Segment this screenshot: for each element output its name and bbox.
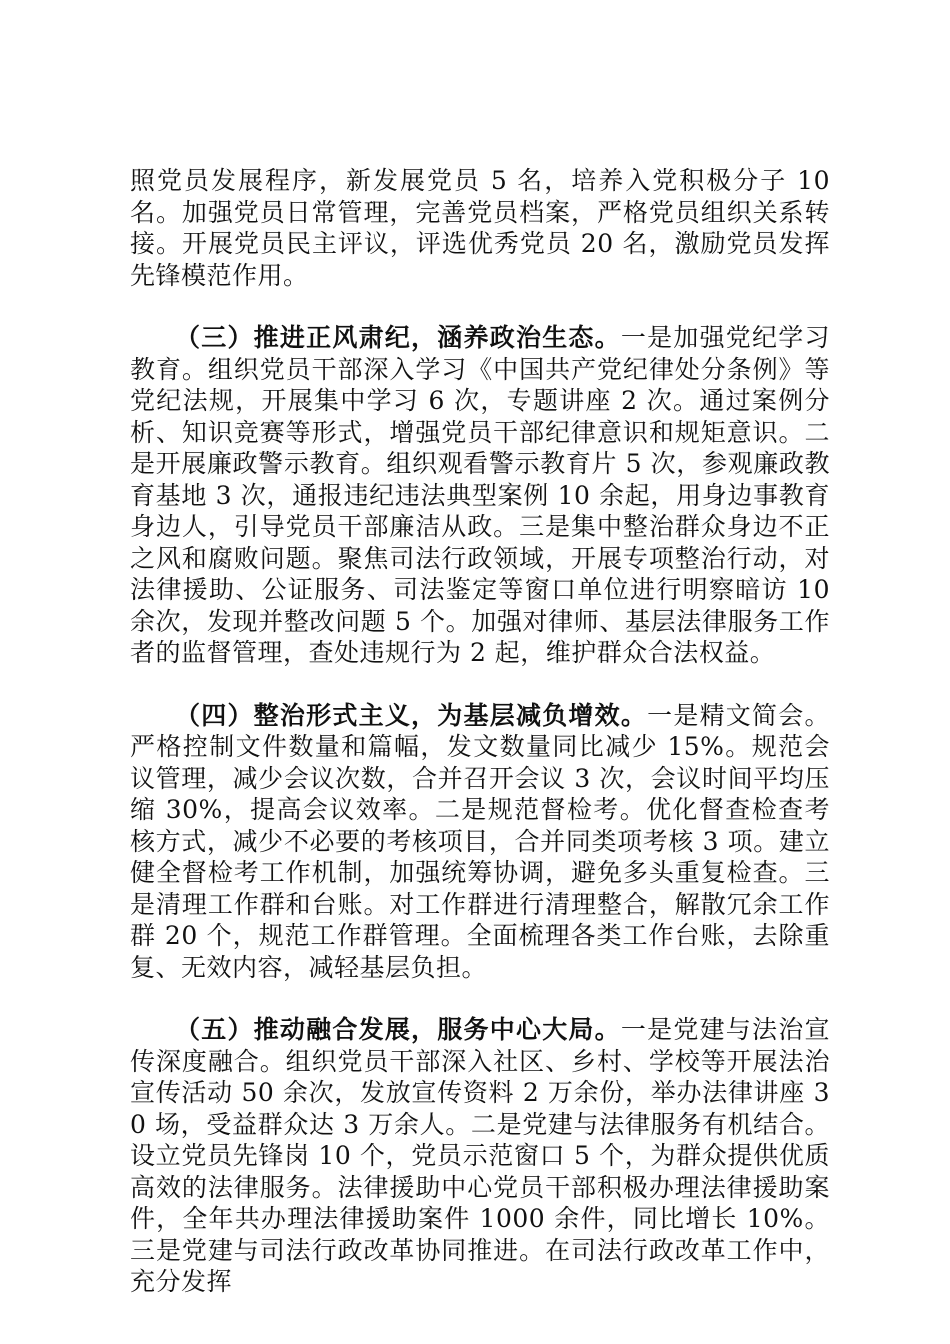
section-heading: （五）推动融合发展，服务中心大局。 [175,1015,621,1044]
paragraph-section-3 [130,322,830,669]
paragraph-section-5 [130,1014,830,1298]
paragraph-continuation [130,165,830,291]
section-heading: （四）整治形式主义，为基层减负增效。 [175,700,648,730]
document-page [130,165,830,1329]
paragraph-body: 一是党建与法治宣传深度融合。组织党员干部深入社区、乡村、学校等开展法治宣传活动 50 余次，发放宣传资料 2 万余份，举办法律讲座 30 场，受益群众达 3 万余人。二是党建与法律服务有机结合。设立党员先锋岗 10 个，党员示范窗口 5 个，为群众提供优质高效的法律服务。法律援助中心党员干部积极办理法律援助案件，全年共办理法律援助案件 1000 余件，同比增长 10%。三是党建与司法行政改革协同推进。在司法行政改革工作中，充分发挥 [130,1015,830,1296]
section-heading: （三）推进正风肃纪，涵养政治生态。 [175,323,621,352]
paragraph-body: 照党员发展程序，新发展党员 5 名，培养入党积极分子 10 名。加强党员日常管理，完善党员档案，严格党员组织关系转接。开展党员民主评议，评选优秀党员 20 名，激励党员发挥先锋模范作用。 [130,166,830,290]
paragraph-section-4 [130,700,830,984]
paragraph-body: 一是加强党纪学习教育。组织党员干部深入学习《中国共产党纪律处分条例》等党纪法规，开展集中学习 6 次，专题讲座 2 次。通过案例分析、知识竞赛等形式，增强党员干部纪律意识和规矩意识。二是开展廉政警示教育。组织观看警示教育片 5 次，参观廉政教育基地 3 次，通报违纪违法典型案例 10 余起，用身边事教育身边人，引导党员干部廉洁从政。三是集中整治群众身边不正之风和腐败问题。聚焦司法行政领域，开展专项整治行动，对法律援助、公证服务、司法鉴定等窗口单位进行明察暗访 10 余次，发现并整改问题 5 个。加强对律师、基层法律服务工作者的监督管理，查处违规行为 2 起，维护群众合法权益。 [130,323,830,667]
paragraph-body: 一是精文简会。严格控制文件数量和篇幅，发文数量同比减少 15%。规范会议管理，减少会议次数，合并召开会议 3 次，会议时间平均压缩 30%，提高会议效率。二是规范督检考。优化督查检查考核方式，减少不必要的考核项目，合并同类项考核 3 项。建立健全督检考工作机制，加强统筹协调，避免多头重复检查。三是清理工作群和台账。对工作群进行清理整合，解散冗余工作群 20 个，规范工作群管理。全面梳理各类工作台账，去除重复、无效内容，减轻基层负担。 [130,700,830,982]
